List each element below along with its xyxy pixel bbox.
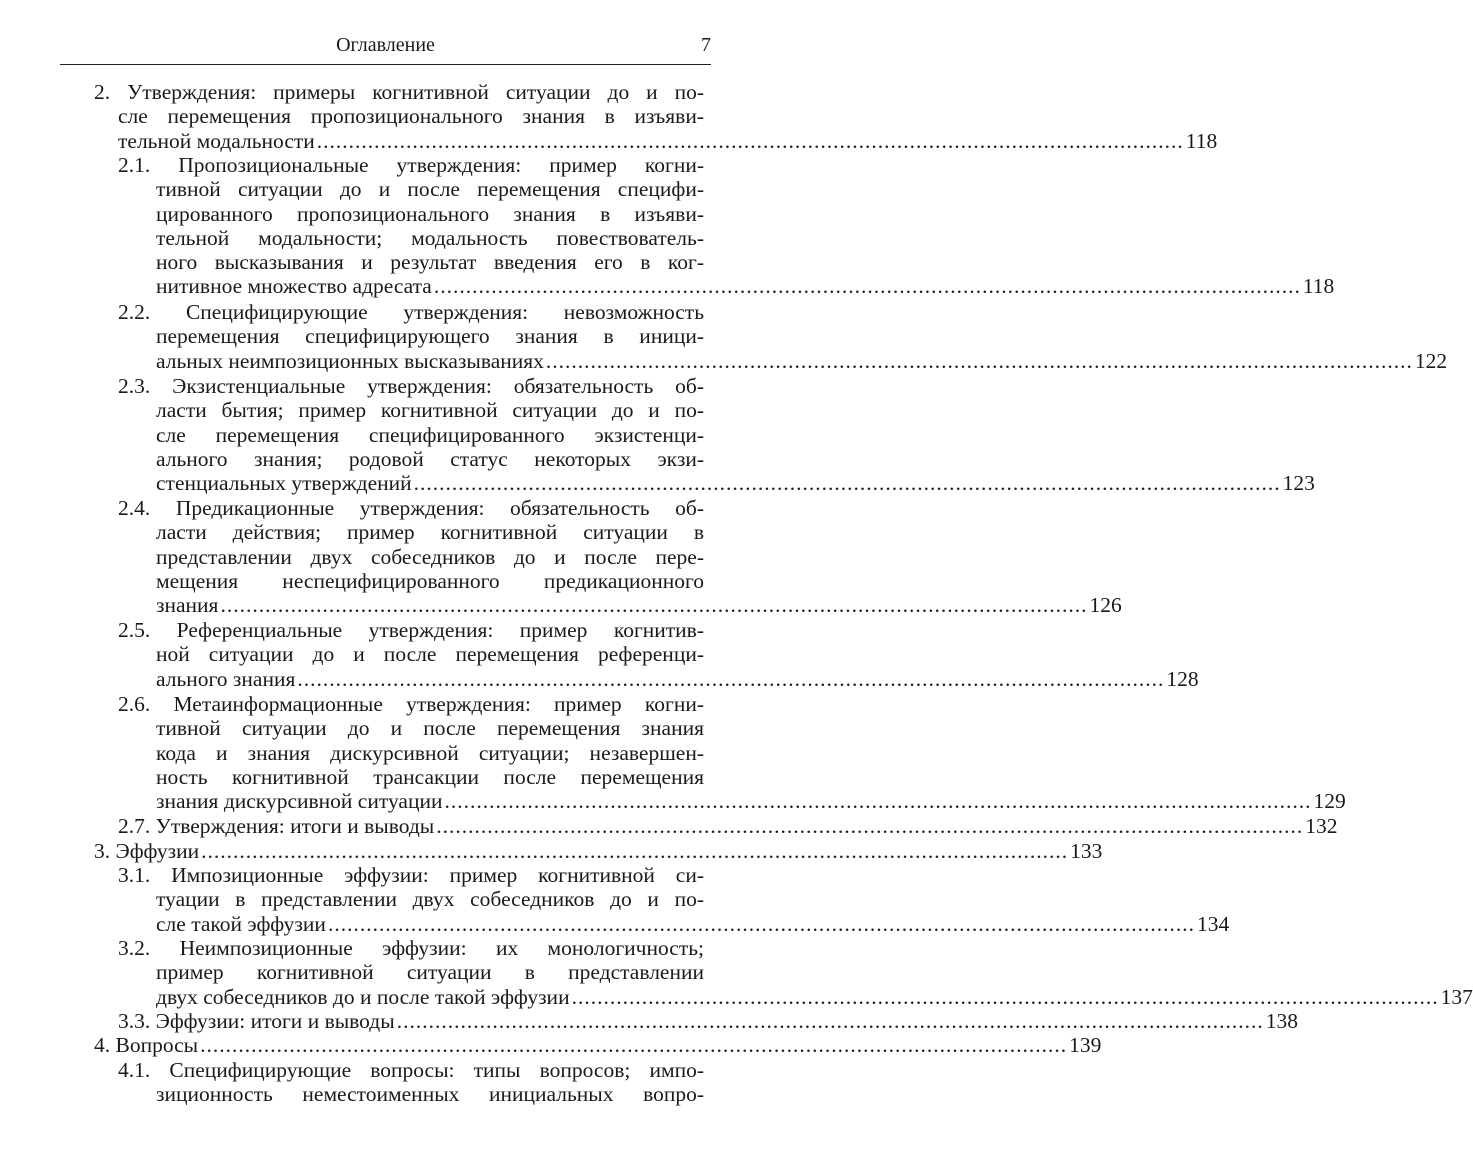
dot-leader: ........................................................................................................................................ bbox=[297, 666, 1165, 691]
toc-entry-line: 2.1. Пропозициональные утверждения: пример когни- bbox=[118, 153, 704, 177]
toc-page-number: 123 bbox=[1282, 471, 1315, 496]
toc-entry-line: цированного пропозиционального знания в изъяви- bbox=[156, 201, 704, 226]
toc-entry-line: двух собеседников до и после такой эффузии bbox=[156, 984, 570, 1009]
toc-entry-line: 3.2. Неимпозиционные эффузии: их монологичность; bbox=[118, 936, 704, 960]
toc-entry-line: нитивное множество адресата bbox=[156, 274, 432, 299]
dot-leader: ........................................................................................................................................ bbox=[433, 274, 1301, 299]
toc-entry-last-line bbox=[94, 1033, 1102, 1057]
dot-leader: ........................................................................................................................................ bbox=[327, 911, 1195, 936]
toc-page-number: 139 bbox=[1069, 1033, 1102, 1057]
toc-entry-line: альных неимпозиционных высказываниях bbox=[156, 348, 544, 373]
toc-entry-line: ной ситуации до и после перемещения референци- bbox=[156, 642, 704, 667]
toc-entry-line: тельной модальности; модальность повествователь- bbox=[156, 225, 704, 250]
toc-entry-last-line bbox=[118, 666, 1199, 691]
toc-entry-last-line bbox=[118, 984, 1473, 1009]
toc-entry-line: перемещения специфицирующего знания в иници- bbox=[156, 324, 704, 349]
toc-entry-line: мещения неспецифицированного предикационного bbox=[156, 568, 704, 593]
toc-entry-line: представлении двух собеседников до и после пере- bbox=[156, 544, 704, 569]
toc-entry-line: тивной ситуации до и после перемещения знания bbox=[156, 716, 704, 741]
toc-entry-line: ласти бытия; пример когнитивной ситуации до и по- bbox=[156, 398, 704, 423]
toc-entry-line: пример когнитивной ситуации в представлении bbox=[156, 960, 704, 985]
page-number: 7 bbox=[701, 34, 711, 56]
toc-entry-2-5[interactable] bbox=[118, 618, 1199, 691]
dot-leader: ........................................................................................................................................ bbox=[436, 814, 1304, 838]
toc-entry-last-line bbox=[118, 274, 1335, 299]
toc-entry-line: ального знания; родовой статус некоторых экзи- bbox=[156, 446, 704, 471]
toc-entry-line: сле перемещения специфицированного экзистенци- bbox=[156, 422, 704, 447]
toc-entry-line: 3.1. Импозиционные эффузии: пример когнитивной си- bbox=[118, 863, 704, 887]
toc-entry-line: 3. Эффузии bbox=[94, 839, 200, 863]
toc-page-number: 138 bbox=[1265, 1009, 1298, 1033]
toc-entry-line: 2.5. Референциальные утверждения: пример когнитив- bbox=[118, 618, 704, 642]
toc-entry-line: знания bbox=[156, 593, 219, 618]
toc-page-number: 122 bbox=[1414, 348, 1448, 373]
toc-entry-2-3[interactable] bbox=[118, 374, 1315, 496]
toc-page-number: 134 bbox=[1196, 911, 1230, 936]
toc-entry-2-6[interactable] bbox=[118, 692, 1346, 814]
toc-entry-last-line bbox=[118, 911, 1230, 936]
toc-entry-last-line bbox=[118, 1009, 1298, 1033]
toc-entry-last-line bbox=[118, 348, 1448, 373]
toc-entry-line: тивной ситуации до и после перемещения специфи- bbox=[156, 177, 704, 202]
toc-page-number: 133 bbox=[1070, 839, 1103, 863]
toc-entry-line: туации в представлении двух собеседников до и по- bbox=[156, 887, 704, 912]
toc-entry-last-line bbox=[94, 128, 1218, 153]
toc-page-number: 118 bbox=[1302, 274, 1335, 299]
toc-entry-line: кода и знания дискурсивной ситуации; незавершен- bbox=[156, 740, 704, 765]
toc-entry-section-2[interactable] bbox=[94, 80, 1218, 153]
toc-entry-line: знания дискурсивной ситуации bbox=[156, 789, 443, 814]
dot-leader: ........................................................................................................................................ bbox=[413, 471, 1281, 496]
toc-entry-line: сле перемещения пропозиционального знания в изъяви- bbox=[118, 104, 704, 129]
toc-entry-line: 4.1. Специфицирующие вопросы: типы вопросов; импо- bbox=[118, 1058, 704, 1082]
toc-entry-line: 2.7. Утверждения: итоги и выводы bbox=[118, 814, 435, 838]
toc-entry-last-line bbox=[118, 814, 1338, 838]
toc-page-number: 132 bbox=[1305, 814, 1338, 838]
toc-entry-section-4[interactable] bbox=[94, 1033, 1102, 1057]
toc-entry-line: сле такой эффузии bbox=[156, 911, 326, 936]
dot-leader: ........................................................................................................................................ bbox=[316, 128, 1184, 153]
toc-entry-last-line bbox=[118, 593, 1122, 618]
toc-entry-3-1[interactable] bbox=[118, 863, 1230, 936]
toc-entry-line: 2.2. Специфицирующие утверждения: невозможность bbox=[118, 300, 704, 324]
toc-entry-line: 2. Утверждения: примеры когнитивной ситуации до и по- bbox=[94, 80, 704, 104]
toc-entry-last-line bbox=[118, 471, 1315, 496]
dot-leader: ........................................................................................................................................ bbox=[545, 348, 1413, 373]
toc-page-number: 118 bbox=[1185, 128, 1218, 153]
toc-entry-line: стенциальных утверждений bbox=[156, 471, 412, 496]
toc-entry-line: 2.4. Предикационные утверждения: обязательность об- bbox=[118, 496, 704, 520]
toc-entry-last-line bbox=[118, 789, 1346, 814]
toc-entry-line: ласти действия; пример когнитивной ситуации в bbox=[156, 520, 704, 545]
toc-entry-line: ного высказывания и результат введения его в ког- bbox=[156, 250, 704, 275]
toc-page-number: 129 bbox=[1313, 789, 1346, 814]
toc-page-number: 128 bbox=[1166, 666, 1199, 691]
toc-entry-line: ность когнитивной трансакции после перемещения bbox=[156, 764, 704, 789]
dot-leader: ........................................................................................................................................ bbox=[201, 839, 1069, 863]
dot-leader: ........................................................................................................................................ bbox=[396, 1009, 1264, 1033]
toc-entry-line: 2.6. Метаинформационные утверждения: пример когни- bbox=[118, 692, 704, 716]
toc-entry-2-1[interactable] bbox=[118, 153, 1335, 299]
dot-leader: ........................................................................................................................................ bbox=[444, 789, 1312, 814]
toc-entry-3-2[interactable] bbox=[118, 936, 1473, 1009]
toc-entry-3-3[interactable] bbox=[118, 1009, 1298, 1033]
toc-entry-last-line bbox=[94, 839, 1103, 863]
dot-leader: ........................................................................................................................................ bbox=[571, 984, 1439, 1009]
dot-leader: ........................................................................................................................................ bbox=[220, 593, 1088, 618]
toc-entry-2-7[interactable] bbox=[118, 814, 1338, 838]
toc-entry-4-1[interactable] bbox=[118, 1058, 704, 1107]
toc-entry-line: 3.3. Эффузии: итоги и выводы bbox=[118, 1009, 395, 1033]
toc-entry-2-4[interactable] bbox=[118, 496, 1122, 618]
toc-entry-section-3[interactable] bbox=[94, 839, 1103, 863]
toc-entry-line: зиционность неместоименных инициальных вопро- bbox=[156, 1082, 704, 1107]
toc-entry-2-2[interactable] bbox=[118, 300, 1448, 373]
toc-entry-line: 4. Вопросы bbox=[94, 1033, 199, 1057]
toc-page-number: 126 bbox=[1089, 593, 1122, 618]
toc-page-number: 137 bbox=[1440, 984, 1473, 1009]
toc-entry-line: тельной модальности bbox=[118, 128, 315, 153]
dot-leader: ........................................................................................................................................ bbox=[200, 1033, 1068, 1057]
toc-entry-line: 2.3. Экзистенциальные утверждения: обязательность об- bbox=[118, 374, 704, 398]
toc-entry-line: ального знания bbox=[156, 666, 296, 691]
running-title: Оглавление bbox=[336, 34, 435, 56]
